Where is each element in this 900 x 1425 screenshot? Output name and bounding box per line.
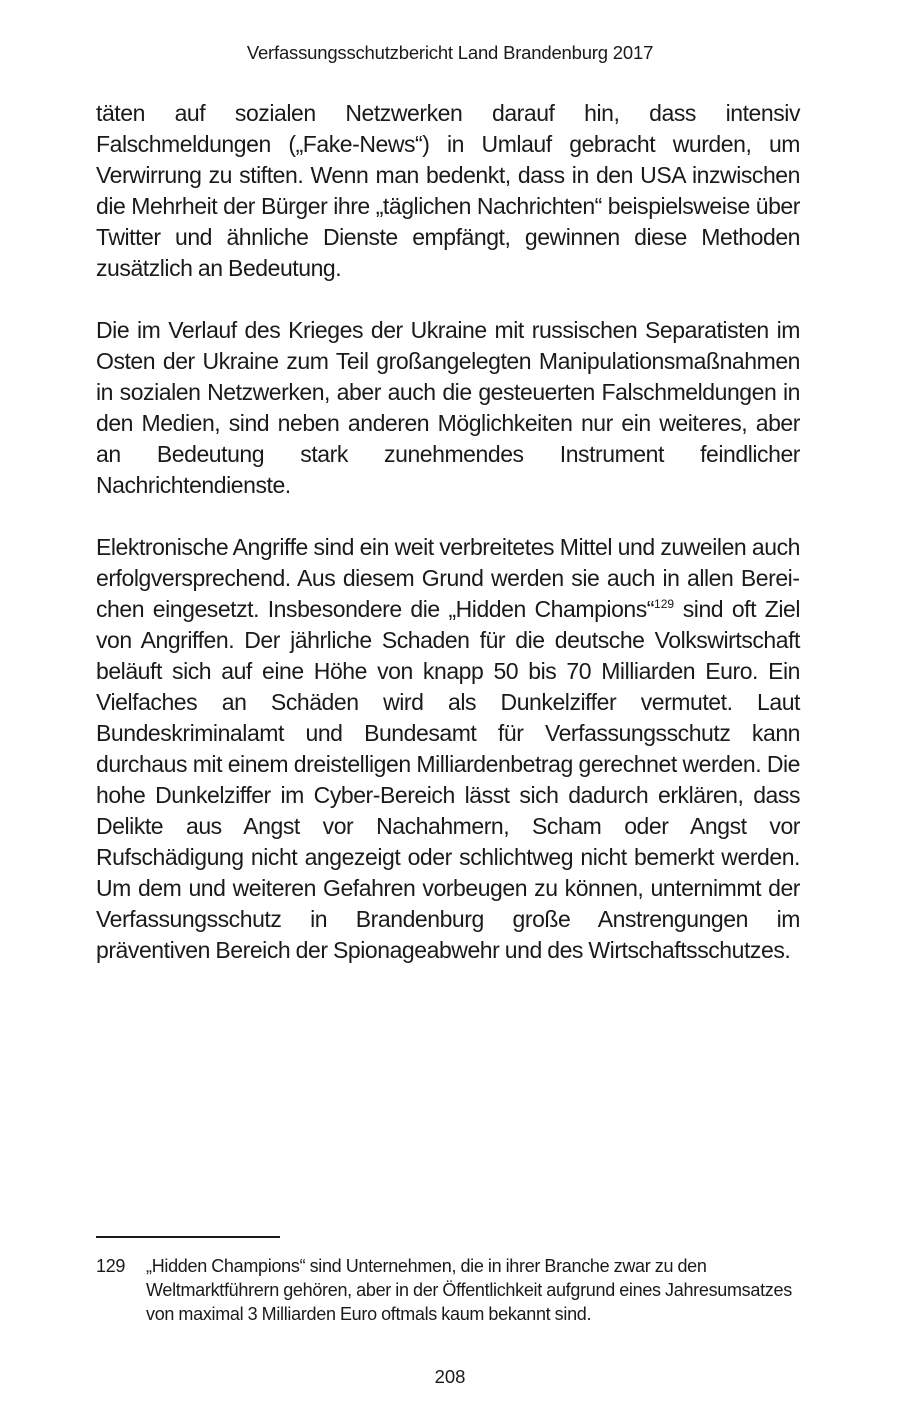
footnote-number: 129 bbox=[96, 1256, 126, 1276]
main-text bbox=[96, 98, 800, 966]
footnote bbox=[96, 1254, 816, 1326]
running-header: Verfassungsschutzbericht Land Brandenburg 2017 bbox=[246, 42, 654, 63]
paragraph-3 bbox=[96, 532, 800, 966]
paragraph-2: Die im Verlauf des Krieges der Ukraine mit russischen Separatisten im Osten der Ukraine zum Teil großangelegten Manipulationsmaßnahmen in sozialen Netzwerken, aber auch die gesteuerten Falschmeldungen in den Medien, sind neben anderen Möglichkeiten nur ein weiteres, aber an Bedeutung stark zunehmendes Instrument feindlicher Nachrichtendienste. bbox=[96, 317, 800, 498]
footnote-text: „Hidden Champions“ sind Unternehmen, die in ihrer Branche zwar zu den Weltmarktführern gehören, aber in der Öffentlichkeit aufgrund eines Jahresumsatzes von maximal 3 Milliarden Euro oftmals kaum bekannt sind. bbox=[146, 1256, 792, 1324]
paragraph-3-text-end: sind oft Ziel von Angriffen. Der jährliche Schaden für die deutsche Volkswirtschaft beläuft sich auf eine Höhe von knapp 50 bis 70 Milliarden Euro. Ein Vielfaches an Schäden wird als Dunkelziffer vermutet. Laut Bundeskriminalamt und Bundesamt für Verfassungsschutz kann durchaus mit einem dreistelligen Milliardenbetrag gerechnet werden. Die hohe Dunkelziffer im Cyber-Bereich lässt sich dadurch erklären, dass Delikte aus Angst vor Nachahmern, Scham oder Angst vor Rufschädigung nicht angezeigt oder schlichtweg nicht bemerkt werden. Um dem und weiteren Gefahren vorbeugen zu können, unternimmt der Verfassungsschutz in Brandenburg große Anstrengungen im präventiven Bereich der Spionageabwehr und des Wirtschaftsschutzes. bbox=[96, 596, 801, 963]
paragraph-1: täten auf sozialen Netzwerken darauf hin, dass intensiv Falschmeldungen („Fake-News“) in Umlauf gebracht wurden, um Verwirrung zu stiften. Wenn man bedenkt, dass in den USA inzwischen die Mehrheit der Bürger ihre „täglichen Nachrichten“ beispielsweise über Twitter und ähnliche Dienste empfängt, gewinnen diese Methoden zusätzlich an Bedeutung. bbox=[96, 100, 800, 281]
footnote-reference[interactable]: 129 bbox=[654, 597, 675, 611]
footnote-separator bbox=[96, 1236, 280, 1238]
page-number: 208 bbox=[434, 1366, 466, 1387]
paragraph-3-text-start: Elektronische Angriffe sind ein weit verbreitetes Mittel und zuweilen auch erfolgversprechend. Aus diesem Grund werden sie auch in allen Bereichen eingesetzt. Insbesondere die „Hidden Champions“ bbox=[96, 534, 800, 622]
